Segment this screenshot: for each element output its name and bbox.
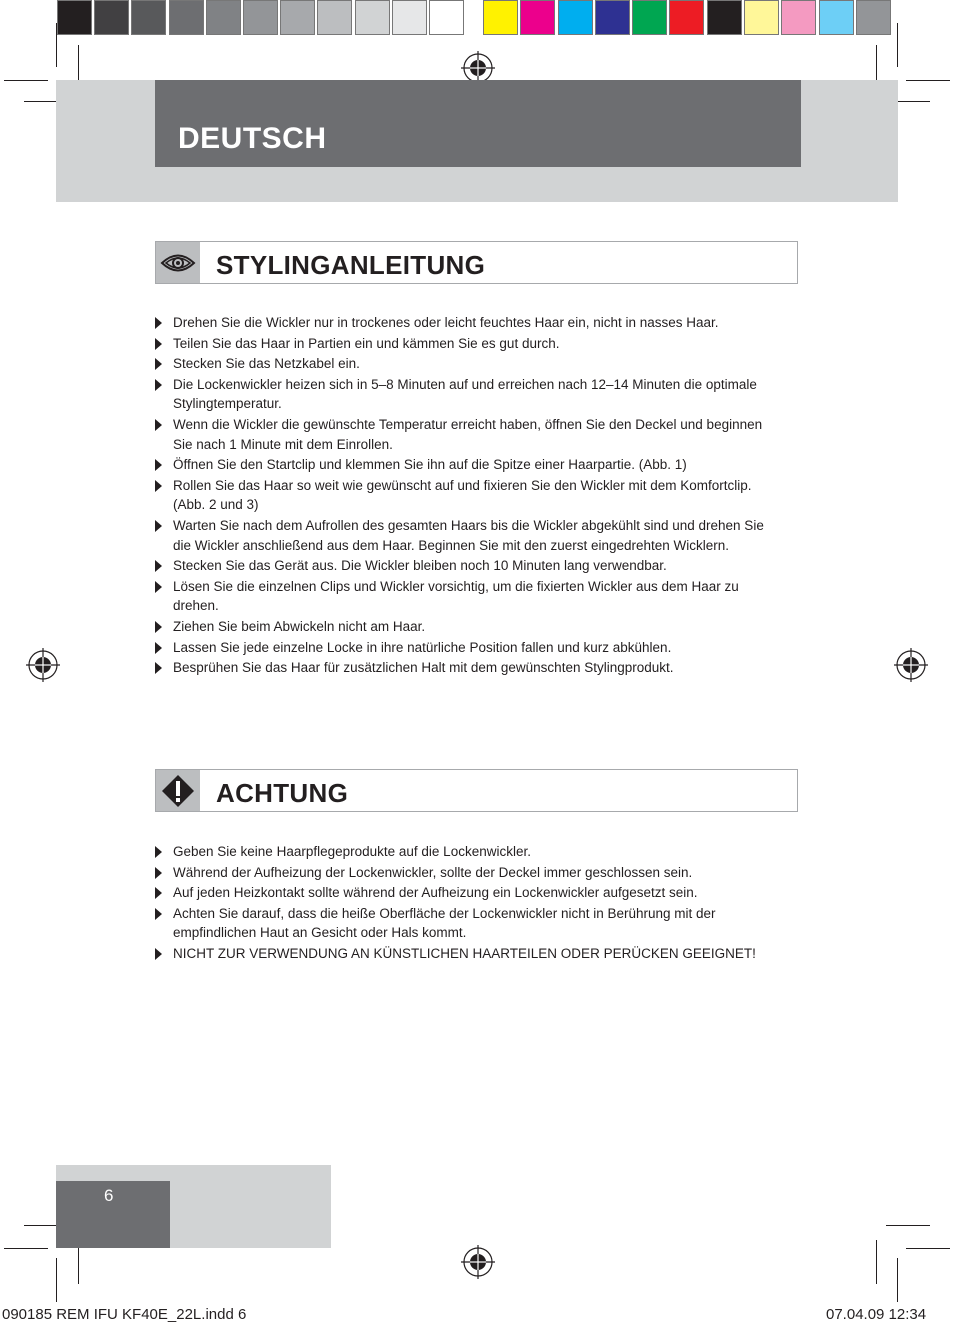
- color-swatch: [429, 0, 464, 35]
- crop-mark: [897, 1258, 898, 1302]
- list-item-text: Teilen Sie das Haar in Partien ein und kämmen Sie es gut durch.: [173, 335, 560, 351]
- color-swatch: [744, 0, 779, 35]
- color-swatch: [392, 0, 427, 35]
- list-item: [155, 658, 785, 678]
- crop-mark: [906, 80, 950, 81]
- list-item-text: Während der Aufheizung der Lockenwickler, sollte der Deckel immer geschlossen sein.: [173, 864, 693, 880]
- list-item: [155, 944, 785, 964]
- color-swatch: [169, 0, 204, 35]
- styling-instructions-list: [155, 313, 785, 679]
- crop-mark: [897, 23, 898, 67]
- file-slug: 090185 REM IFU KF40E_22L.indd 6: [2, 1306, 247, 1323]
- list-item: [155, 556, 785, 576]
- list-item: [155, 617, 785, 637]
- bullet-arrow-icon: [155, 317, 162, 329]
- list-item-text: Warten Sie nach dem Aufrollen des gesamten Haars bis die Wickler abgekühlt sind und drehen Sie die Wickler anschließend aus dem Haar. Beginnen Sie mit den zuerst eingedrehten Wicklern.: [173, 517, 764, 553]
- color-swatch: [280, 0, 315, 35]
- registration-mark-icon: [26, 648, 60, 682]
- crop-mark: [906, 1248, 950, 1249]
- bullet-arrow-icon: [155, 379, 162, 391]
- list-item: [155, 904, 785, 943]
- list-item-text: Auf jeden Heizkontakt sollte während der Aufheizung ein Lockenwickler aufgesetzt sein.: [173, 885, 698, 901]
- bullet-arrow-icon: [155, 642, 162, 654]
- list-item-text: Stecken Sie das Netzkabel ein.: [173, 356, 360, 372]
- list-item-text: Stecken Sie das Gerät aus. Die Wickler bleiben noch 10 Minuten lang verwendbar.: [173, 558, 667, 574]
- page-title: DEUTSCH: [178, 122, 327, 155]
- page-number: 6: [104, 1186, 114, 1205]
- list-item: [155, 516, 785, 555]
- crop-mark: [876, 1240, 877, 1284]
- list-item-text: Achten Sie darauf, dass die heiße Oberfläche der Lockenwickler nicht in Berührung mit der empfindlichen Haut an Gesicht oder Hals kommt.: [173, 905, 716, 941]
- bullet-arrow-icon: [155, 459, 162, 471]
- list-item-text: Die Lockenwickler heizen sich in 5–8 Minuten auf und erreichen nach 12–14 Minuten die optimale Stylingtemperatur.: [173, 376, 757, 412]
- list-item: [155, 313, 785, 333]
- list-item-text: NICHT ZUR VERWENDUNG AN KÜNSTLICHEN HAARTEILEN ODER PERÜCKEN GEEIGNET!: [173, 945, 756, 961]
- registration-mark-icon: [894, 648, 928, 682]
- color-swatch: [206, 0, 241, 35]
- color-swatch: [57, 0, 92, 35]
- crop-mark: [4, 1248, 48, 1249]
- list-item: [155, 334, 785, 354]
- color-swatch: [669, 0, 704, 35]
- list-item: [155, 375, 785, 414]
- achtung-warnings-list: [155, 842, 785, 965]
- list-item-text: Lassen Sie jede einzelne Locke in ihre natürliche Position fallen und kurz abkühlen.: [173, 639, 672, 655]
- warning-icon: [156, 770, 200, 811]
- bullet-arrow-icon: [155, 948, 162, 960]
- eye-icon: [156, 242, 200, 283]
- list-item: [155, 638, 785, 658]
- achtung-section-header: [155, 769, 798, 812]
- bullet-arrow-icon: [155, 581, 162, 593]
- color-swatch: [781, 0, 816, 35]
- bullet-arrow-icon: [155, 419, 162, 431]
- list-item-text: Geben Sie keine Haarpflegeprodukte auf die Lockenwickler.: [173, 844, 531, 859]
- list-item-text: Ziehen Sie beim Abwickeln nicht am Haar.: [173, 618, 426, 634]
- list-item: [155, 863, 785, 883]
- bullet-arrow-icon: [155, 520, 162, 532]
- list-item-text: Rollen Sie das Haar so weit wie gewünscht auf und fixieren Sie den Wickler mit dem Komfortclip. (Abb. 2 und 3): [173, 477, 752, 513]
- color-swatch: [317, 0, 352, 35]
- color-swatch: [520, 0, 555, 35]
- bullet-arrow-icon: [155, 846, 162, 858]
- color-swatch: [94, 0, 129, 35]
- color-swatch: [131, 0, 166, 35]
- list-item: [155, 842, 785, 862]
- gray-colorbar: [57, 0, 466, 39]
- color-swatch: [595, 0, 630, 35]
- list-item-text: Wenn die Wickler die gewünschte Temperatur erreicht haben, öffnen Sie den Deckel und beginnen Sie nach 1 Minute mit dem Einrollen.: [173, 416, 763, 452]
- list-item: [155, 476, 785, 515]
- list-item: [155, 883, 785, 903]
- color-colorbar: [483, 0, 893, 39]
- date-slug: 07.04.09 12:34: [826, 1306, 927, 1323]
- color-swatch: [707, 0, 742, 35]
- styling-section-header: [155, 241, 798, 284]
- bullet-arrow-icon: [155, 338, 162, 350]
- list-item: [155, 577, 785, 616]
- crop-mark: [4, 80, 48, 81]
- styling-section-title: STYLINGANLEITUNG: [216, 250, 486, 280]
- color-swatch: [243, 0, 278, 35]
- bullet-arrow-icon: [155, 560, 162, 572]
- list-item-text: Drehen Sie die Wickler nur in trockenes oder leicht feuchtes Haar ein, nicht in nasses Haar.: [173, 315, 719, 330]
- color-swatch: [558, 0, 593, 35]
- bullet-arrow-icon: [155, 621, 162, 633]
- bullet-arrow-icon: [155, 887, 162, 899]
- list-item: [155, 415, 785, 454]
- color-swatch: [856, 0, 891, 35]
- bullet-arrow-icon: [155, 662, 162, 674]
- bullet-arrow-icon: [155, 867, 162, 879]
- list-item-text: Lösen Sie die einzelnen Clips und Wickler vorsichtig, um die fixierten Wickler aus dem Haar zu drehen.: [173, 578, 739, 614]
- color-swatch: [632, 0, 667, 35]
- color-swatch: [819, 0, 854, 35]
- list-item-text: Besprühen Sie das Haar für zusätzlichen Halt mit dem gewünschten Stylingprodukt.: [173, 660, 674, 676]
- bullet-arrow-icon: [155, 358, 162, 370]
- list-item: [155, 455, 785, 475]
- crop-mark: [56, 1258, 57, 1302]
- bullet-arrow-icon: [155, 480, 162, 492]
- color-swatch: [483, 0, 518, 35]
- color-swatch: [355, 0, 390, 35]
- list-item-text: Öffnen Sie den Startclip und klemmen Sie ihn auf die Spitze einer Haarpartie. (Abb. 1): [173, 457, 687, 473]
- list-item: [155, 354, 785, 374]
- crop-mark: [886, 1225, 930, 1226]
- bullet-arrow-icon: [155, 908, 162, 920]
- crop-mark: [56, 23, 57, 67]
- registration-mark-icon: [461, 1245, 495, 1279]
- achtung-section-title: ACHTUNG: [216, 778, 349, 808]
